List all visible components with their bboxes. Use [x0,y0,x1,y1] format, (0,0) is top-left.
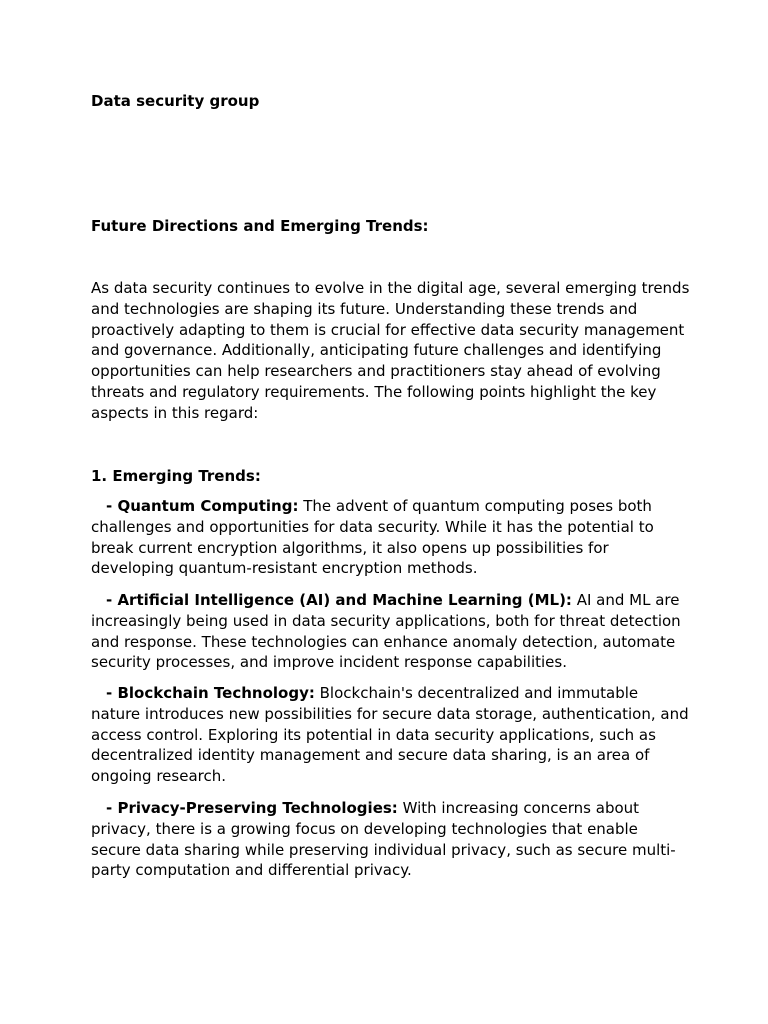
trend-item-blockchain [91,683,691,787]
trend-text: Blockchain's decentralized and immutable nature introduces new possibilities for secure data storage, authentication, and access control. Exploring its potential in data security applications, such as decentralized identity management and secure data sharing, is an area of ongoing research. [91,684,689,786]
trend-item-ai-ml [91,590,691,673]
trend-text: The advent of quantum computing poses both challenges and opportunities for data security. While it has the potential to break current encryption algorithms, it also opens up possibilities for developing quantum-resistant encryption methods. [91,497,654,578]
document-title: Data security group [91,92,260,110]
trend-text: With increasing concerns about privacy, there is a growing focus on developing technologies that enable secure data sharing while preserving individual privacy, such as secure multi-party computation and differential privacy. [91,799,676,880]
trend-label: - Blockchain Technology: [106,684,315,702]
trend-label: - Privacy-Preserving Technologies: [106,799,398,817]
section-heading: Future Directions and Emerging Trends: [91,217,429,235]
trend-item-privacy-preserving [91,798,691,881]
trend-label: - Artificial Intelligence (AI) and Machine Learning (ML): [106,591,572,609]
list-heading: 1. Emerging Trends: [91,467,261,485]
trend-text: AI and ML are increasingly being used in data security applications, both for threat detection and response. These technologies can enhance anomaly detection, automate security processes, and improve incident response capabilities. [91,591,681,672]
trend-label: - Quantum Computing: [106,497,299,515]
intro-paragraph: As data security continues to evolve in the digital age, several emerging trends and technologies are shaping its future. Understanding these trends and proactively adapting to them is crucial for effective data security management and governance. Additionally, anticipating future challenges and identifying opportunities can help researchers and practitioners stay ahead of evolving threats and regulatory requirements. The following points highlight the key aspects in this regard: [91,279,690,422]
trend-item-quantum-computing [91,496,691,579]
